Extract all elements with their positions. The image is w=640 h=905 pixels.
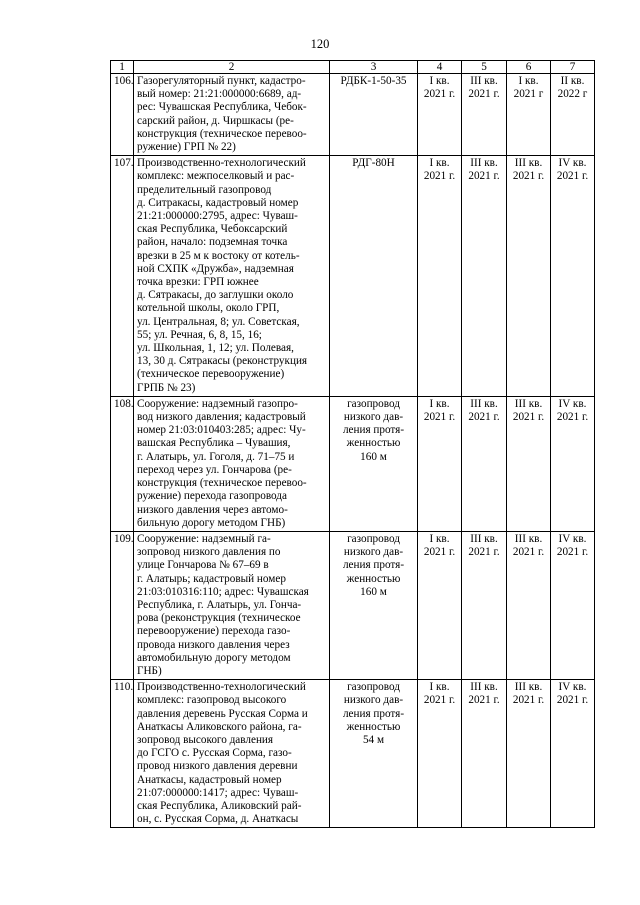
equipment-cell: РДБК-1-50-35 <box>330 74 418 156</box>
table-row <box>111 156 595 397</box>
term-cell: II кв. 2022 г <box>551 74 595 156</box>
term-cell: IV кв. 2021 г. <box>551 680 595 828</box>
term-cell: III кв. 2021 г. <box>462 680 507 828</box>
term-cell: III кв. 2021 г. <box>462 156 507 397</box>
term-cell: III кв. 2021 г. <box>507 396 551 531</box>
work-schedule-table <box>110 60 595 828</box>
column-header: 2 <box>134 61 330 74</box>
object-description: Производственно-технологический комплекс: газопровод высокого давления деревень Русская Сорма и Анаткасы Аликовского района, га- зопровод высокого давления до ГСГО с. Русская Сорма, газо- провод низкого давления деревни Анаткасы, кадастровый номер 21:07:000000:1417; адрес: Чуваш- ская Республика, Аликовский рай- он, с. Русская Сорма, д. Анаткасы <box>134 680 330 828</box>
column-header: 1 <box>111 61 134 74</box>
column-header: 5 <box>462 61 507 74</box>
term-cell: III кв. 2021 г. <box>507 156 551 397</box>
column-header: 6 <box>507 61 551 74</box>
table-row <box>111 531 595 679</box>
object-description: Сооружение: надземный га- зопровод низкого давления по улице Гончарова № 67–69 в г. Алатырь; кадастровый номер 21:03:010316:110; адрес: Чувашская Республика, г. Алатырь, ул. Гонча- рова (реконструкция (техническое перевооружение) перехода газо- провода низкого давления через автомобильную дорогу методом ГНБ) <box>134 531 330 679</box>
table-row <box>111 74 595 156</box>
equipment-cell: РДГ-80Н <box>330 156 418 397</box>
equipment-cell: газопровод низкого дав- ления протя- женностью 54 м <box>330 680 418 828</box>
column-header: 4 <box>418 61 462 74</box>
object-description: Сооружение: надземный газопро- вод низкого давления; кадастровый номер 21:03:010403:285; адрес: Чу- вашская Республика – Чувашия, г. Алатырь, ул. Гоголя, д. 71–75 и переход через ул. Гончарова (ре- конструкция (техническое перевоо- ружение) перехода газопровода низкого давления через автомо- бильную дорогу методом ГНБ) <box>134 396 330 531</box>
term-cell: I кв. 2021 г. <box>418 396 462 531</box>
table-row <box>111 680 595 828</box>
term-cell: I кв. 2021 г. <box>418 74 462 156</box>
row-number: 109. <box>111 531 134 679</box>
equipment-cell: газопровод низкого дав- ления протя- женностью 160 м <box>330 396 418 531</box>
row-number: 108. <box>111 396 134 531</box>
term-cell: IV кв. 2021 г. <box>551 156 595 397</box>
equipment-cell: газопровод низкого дав- ления протя- женностью 160 м <box>330 531 418 679</box>
term-cell: III кв. 2021 г. <box>507 531 551 679</box>
term-cell: III кв. 2021 г. <box>462 74 507 156</box>
row-number: 110. <box>111 680 134 828</box>
object-description: Газорегуляторный пункт, кадастро- вый номер: 21:21:000000:6689, ад- рес: Чувашская Республика, Чебок- сарский район, д. Чиршкасы (ре- конструкция (техническое перевоо- ружение) ГРП № 22) <box>134 74 330 156</box>
term-cell: I кв. 2021 г. <box>418 680 462 828</box>
term-cell: III кв. 2021 г. <box>507 680 551 828</box>
term-cell: I кв. 2021 г. <box>418 156 462 397</box>
column-header: 7 <box>551 61 595 74</box>
row-number: 107. <box>111 156 134 397</box>
column-number-row <box>111 61 595 74</box>
term-cell: I кв. 2021 г <box>507 74 551 156</box>
term-cell: III кв. 2021 г. <box>462 531 507 679</box>
table-row <box>111 396 595 531</box>
term-cell: IV кв. 2021 г. <box>551 396 595 531</box>
row-number: 106. <box>111 74 134 156</box>
term-cell: III кв. 2021 г. <box>462 396 507 531</box>
term-cell: IV кв. 2021 г. <box>551 531 595 679</box>
page-number: 120 <box>310 37 330 51</box>
object-description: Производственно-технологический комплекс: межпоселковый и рас- пределительный газопровод д. Ситракасы, кадастровый номер 21:21:000000:2795, адрес: Чуваш- ская Республика, Чебоксарский район, начало: подземная точка врезки в 25 м к востоку от котель- ной СХПК «Дружба», надземная точка врезки: ГРП южнее д. Сятракасы, до заглушки около котельной школы, около ГРП, ул. Центральная, 8; ул. Советская, 55; ул. Речная, 6, 8, 15, 16; ул. Школьная, 1, 12; ул. Полевая, 13, 30 д. Сятракасы (реконструкция (техническое перевооружение) ГРПБ № 23) <box>134 156 330 397</box>
term-cell: I кв. 2021 г. <box>418 531 462 679</box>
column-header: 3 <box>330 61 418 74</box>
